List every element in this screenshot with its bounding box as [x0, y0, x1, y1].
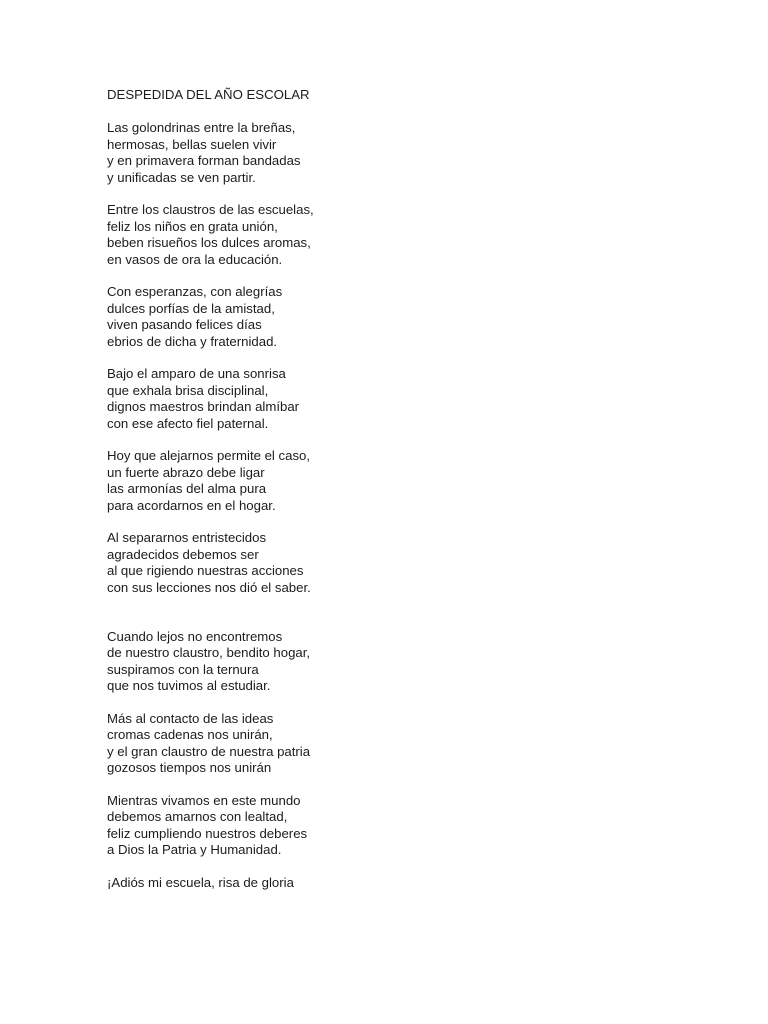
poem-line: un fuerte abrazo debe ligar [107, 464, 265, 480]
poem-line: agradecidos debemos ser [107, 546, 259, 562]
poem-line: Las golondrinas entre la breñas, [107, 120, 296, 136]
poem-line: Bajo el amparo de una sonrisa [107, 366, 286, 382]
poem-line: dignos maestros brindan almíbar [107, 399, 300, 415]
poem-line: cromas cadenas nos unirán, [107, 727, 273, 743]
poem-line: debemos amarnos con lealtad, [107, 809, 288, 825]
poem-line: hermosas, bellas suelen vivir [107, 136, 277, 152]
stanza-1 [107, 120, 667, 186]
poem-line: en vasos de ora la educación. [107, 251, 283, 267]
stanza-6 [107, 530, 667, 596]
poem-line: con ese afecto fiel paternal. [107, 415, 269, 431]
stanza-4 [107, 366, 667, 432]
stanza-8 [107, 711, 667, 777]
poem-title: DESPEDIDA DEL AÑO ESCOLAR [107, 87, 310, 102]
stanza-9 [107, 793, 667, 859]
poem-line: al que rigiendo nuestras acciones [107, 563, 304, 579]
poem-line: ebrios de dicha y fraternidad. [107, 333, 278, 349]
poem-line: Mientras vivamos en este mundo [107, 792, 301, 808]
stanza-2 [107, 202, 667, 268]
poem-line: y en primavera forman bandadas [107, 153, 301, 169]
poem-line: y unificadas se ven partir. [107, 169, 256, 185]
poem-line: que nos tuvimos al estudiar. [107, 678, 271, 694]
poem-line: suspiramos con la ternura [107, 661, 259, 677]
poem-line: Entre los claustros de las escuelas, [107, 202, 314, 218]
poem-line: feliz los niños en grata unión, [107, 218, 278, 234]
poem-line: que exhala brisa disciplinal, [107, 382, 269, 398]
poem-line: Más al contacto de las ideas [107, 710, 274, 726]
poem-body [107, 87, 667, 908]
stanza-7 [107, 629, 667, 695]
poem-line: las armonías del alma pura [107, 481, 267, 497]
stanza-10 [107, 875, 667, 891]
poem-line: con sus lecciones nos dió el saber. [107, 579, 311, 595]
poem-line: de nuestro claustro, bendito hogar, [107, 645, 311, 661]
poem-line: Cuando lejos no encontremos [107, 628, 283, 644]
poem-line: Al separarnos entristecidos [107, 530, 267, 546]
poem-line: beben risueños los dulces aromas, [107, 235, 311, 251]
poem-line: Con esperanzas, con alegrías [107, 284, 283, 300]
poem-line: dulces porfías de la amistad, [107, 300, 275, 316]
stanza-5 [107, 448, 667, 514]
poem-line: a Dios la Patria y Humanidad. [107, 842, 282, 858]
poem-line: para acordarnos en el hogar. [107, 497, 276, 513]
poem-line: feliz cumpliendo nuestros deberes [107, 825, 308, 841]
poem-line: gozosos tiempos nos unirán [107, 760, 272, 776]
stanza-3 [107, 284, 667, 350]
poem-line: ¡Adiós mi escuela, risa de gloria [107, 874, 294, 890]
poem-line: y el gran claustro de nuestra patria [107, 743, 311, 759]
poem-line: viven pasando felices días [107, 317, 262, 333]
poem-line: Hoy que alejarnos permite el caso, [107, 448, 311, 464]
